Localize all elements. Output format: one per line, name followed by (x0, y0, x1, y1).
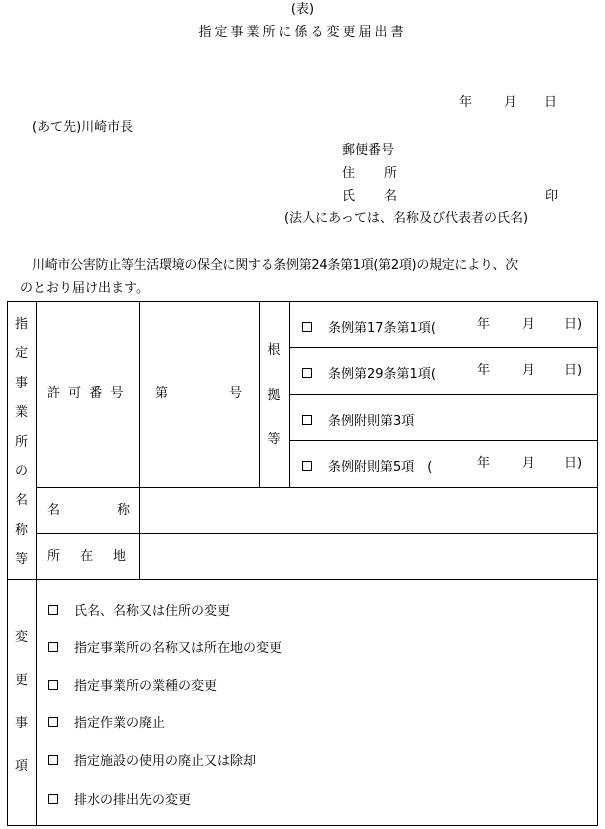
checkbox[interactable] (302, 368, 312, 378)
section1-char: 指 (14, 317, 28, 332)
location-label-char-1: 所 (47, 549, 61, 564)
basis-date-day: 日) (564, 317, 583, 332)
addressee: (あて先)川崎市長 (32, 120, 134, 135)
col-divider-1 (36, 301, 37, 825)
change-item-label: 指定作業の廃止 (74, 716, 166, 731)
date-day-label: 日 (544, 95, 558, 110)
section1-char: 称 (14, 522, 28, 538)
section2-char: 更 (14, 673, 28, 688)
change-item-6[interactable] (48, 789, 191, 808)
change-item-label: 指定事業所の業種の変更 (74, 679, 218, 694)
location-label-char-2: 在 (80, 549, 94, 564)
basis-row-divider-3 (289, 440, 597, 441)
seal-label: 印 (545, 189, 559, 204)
basis-date-year: 年 (477, 456, 491, 471)
checkbox[interactable] (48, 642, 58, 652)
table-border-top (7, 301, 598, 302)
basis-char: 等 (267, 432, 281, 447)
section1-char: 所 (14, 434, 28, 450)
name-label-char-2: 称 (117, 503, 131, 518)
business-name-input[interactable] (141, 489, 596, 532)
change-item-2[interactable] (48, 637, 282, 656)
col-divider-2 (139, 301, 140, 579)
section-divider (7, 579, 598, 580)
checkbox[interactable] (48, 717, 58, 727)
basis-option-label: 条例第17条第1項( (328, 321, 436, 336)
section2-char: 変 (14, 630, 28, 645)
row-divider-location (36, 533, 597, 534)
name-label-1: 氏 (342, 189, 356, 204)
basis-option-2[interactable] (302, 363, 436, 382)
address-label-2: 所 (384, 166, 398, 181)
permit-number-input[interactable] (172, 380, 227, 406)
page-title: 指定事業所に係る変更届出書 (198, 25, 407, 40)
basis-date-month: 月 (522, 363, 536, 378)
table-border-right (597, 301, 598, 826)
name-label-char-1: 名 (47, 503, 61, 518)
basis-date-month: 月 (522, 317, 536, 332)
checkbox[interactable] (48, 680, 58, 690)
basis-date-day: 日) (564, 456, 583, 471)
change-item-label: 氏名、名称又は住所の変更 (74, 604, 231, 619)
basis-date-year: 年 (477, 317, 491, 332)
basis-date-day: 日) (564, 363, 583, 378)
basis-date-month: 月 (522, 456, 536, 471)
basis-label (259, 344, 289, 446)
section2-label (7, 631, 36, 773)
intro-line-2: のとおり届け出ます。 (20, 281, 149, 296)
basis-option-label: 条例第29条第1項( (328, 367, 436, 382)
basis-option-3[interactable] (302, 410, 414, 429)
business-location-input[interactable] (141, 535, 596, 578)
section1-char: 等 (14, 552, 28, 567)
address-label-1: 住 (342, 166, 356, 181)
section1-char: の (14, 463, 28, 479)
basis-option-4[interactable] (302, 456, 432, 475)
date-year-label: 年 (459, 95, 473, 110)
basis-option-1[interactable] (302, 317, 436, 336)
date-month-label: 月 (504, 95, 518, 110)
postal-code-label: 郵便番号 (342, 143, 395, 158)
section1-char: 事 (14, 375, 28, 391)
checkbox[interactable] (302, 415, 312, 425)
change-item-5[interactable] (48, 750, 256, 769)
basis-option-label: 条例附則第3項 (328, 414, 415, 429)
basis-date-year: 年 (477, 363, 491, 378)
corporate-note: (法人にあっては、名称及び代表者の氏名) (284, 211, 529, 226)
basis-char: 拠 (267, 387, 281, 403)
checkbox[interactable] (48, 794, 58, 804)
section1-char: 業 (14, 405, 28, 421)
checkbox[interactable] (48, 755, 58, 765)
location-label-char-3: 地 (113, 549, 127, 564)
basis-option-label: 条例附則第5項 ( (328, 460, 433, 475)
basis-row-divider-1 (289, 347, 597, 348)
name-label-2: 名 (384, 189, 398, 204)
permit-number-prefix: 第 (155, 386, 169, 401)
change-item-3[interactable] (48, 675, 217, 694)
change-item-label: 排水の排出先の変更 (74, 793, 192, 808)
section1-char: 名 (14, 493, 28, 509)
checkbox[interactable] (48, 605, 58, 615)
basis-char: 根 (267, 343, 281, 358)
change-item-label: 指定施設の使用の廃止又は除却 (74, 754, 257, 769)
section1-label (7, 318, 36, 566)
change-item-4[interactable] (48, 712, 165, 731)
form-label: (表) (290, 2, 315, 17)
permit-number-label: 許 可 番 号 (47, 386, 126, 401)
permit-number-suffix: 号 (229, 386, 243, 401)
section1-char: 定 (14, 346, 28, 362)
change-item-label: 指定事業所の名称又は所在地の変更 (74, 641, 283, 656)
section2-char: 項 (14, 759, 28, 774)
change-item-1[interactable] (48, 600, 230, 619)
table-border-bottom (7, 825, 598, 826)
checkbox[interactable] (302, 322, 312, 332)
basis-row-divider-2 (289, 394, 597, 395)
intro-line-1: 川崎市公害防止等生活環境の保全に関する条例第24条第1項(第2項)の規定により、次 (32, 258, 518, 273)
checkbox[interactable] (302, 461, 312, 471)
section2-char: 事 (14, 716, 28, 731)
row-divider-name (36, 487, 597, 488)
